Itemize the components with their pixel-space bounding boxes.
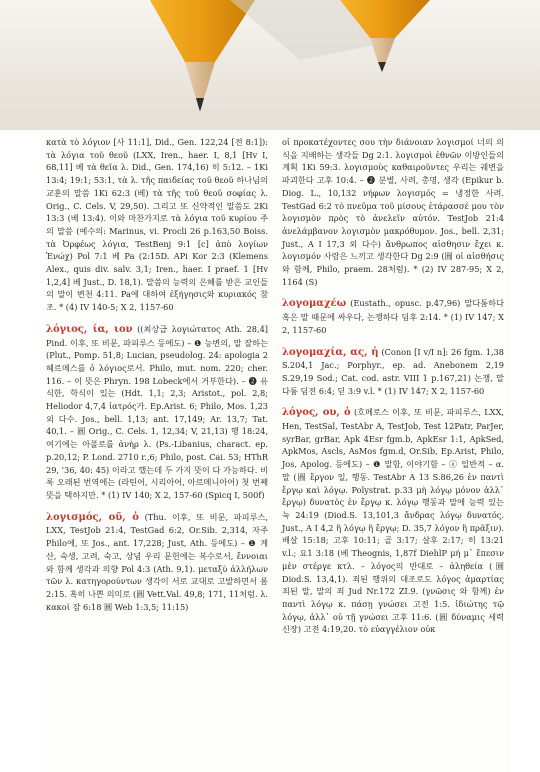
entry-body: (Eustath., opusc. p.47,96) 말다툼하다 혹은 말 때문에 싸우다, 논쟁하다 딤후 2:14. * (1) IV 147; X 2, 1157-60 [282, 298, 505, 335]
pencil-body [150, 0, 255, 62]
entry-body: (호메로스 이후, 또 비문, 파피루스, LXX, Hen, TestSal, TestAbr A, TestJob, Test 12Patr, ParJer, syrBar, grBar, Apk 4Esr fgm.b, ApkEsr 1:1, ApkSed, ApkMos, Ascls, AsMos fgm.d, Or.Sib, Ep.Arist, Philo, Jos, Apolog. 등에도) – ❶ 말함, 이야기함 – ⓐ 일반적 – α. 말 (圓 ἔργον 일, 행동. TestAbr A 13 S.86,26 ἐν παντὶ ἔργῳ καὶ λόγῳ. Polystrat. p.33 μὴ λόγῳ μόνον ἀλλ᾽ ἔργῳ) δυνατὸς ἐν ἔργῳ κ. λόγῳ 행동과 말에 능력 있는 눅 24:19 (Diod.S. 13,101,3 ἄνδρας λόγῳ δυνατός. Just., A I 4,2 ἢ λόγῳ ἢ ἔργῳ; D. 35,7 λόγον ἢ πρᾶξιν). 베살 15:18; 고후 10:11; 골 3:17; 살후 2:17; 히 13:21 v.l.; 요1 3:18 (베 Theognis, 1,87f DiehlP μή μ᾽ ἔπεσιν μὲν στέργε κτλ. – λόγος의 반대로 – ἀληθεία (圓 Diod.S. 13,4,1). 죄된 행위의 대조로도 λόγος ἁμαρτίας 죄된 말, 말의 죄 Jud Nr.172 ZI.9. (γνῶσις 와 함께) ἐν παντὶ λόγῳ κ. πάσῃ γνώσει 고전 1:5. ἰδιώτης τῷ λόγῳ, ἀλλ᾽ οὐ τῇ γνώσει 고후 11:6. (圓 δύναμις 세력 신장) 고전 4:19,20. τὸ εὐαγγέλιον οὐκ [282, 407, 505, 635]
entry-headword: λογισμός, οῦ, ὁ [46, 511, 139, 523]
pencil-wood-2 [370, 38, 395, 62]
left-column [46, 136, 268, 622]
entry-headword: λογομαχέω [282, 298, 347, 310]
dictionary-entry [46, 323, 268, 502]
dictionary-entry [46, 511, 268, 614]
pencil-wood [185, 62, 215, 98]
pencil-photo [0, 0, 540, 130]
paper-edge [0, 110, 540, 130]
dictionary-entry [282, 406, 504, 636]
pencil-lead-2 [378, 62, 386, 72]
entry-headword: λογομαχία, ας, ἡ [282, 346, 379, 358]
left-intro-text: κατὰ τὸ λόγιον [사 11:1], Did., Gen. 122,24 [전 8:1]): τὰ λόγια τοῦ θεοῦ (LXX, Iren., haer. I, 8,1 [Hv I, 68,11] 베 τὰ θεῖα λ. Did., Gen. 174,16) 히 5:12. – 1Ki 13:4; 19:1; 53:1, τὰ λ. τῆς παιδείας τοῦ θεοῦ 하나님의 교훈의 말씀 1Ki 62:3 (베) τὰ τῆς τοῦ θεοῦ σοφίας λ. Orig., C. Cels. V, 29,50). 그리고 또 신약적인 말씀도 2Ki 13:3 (베 13:4). 이와 마찬가지로 τὰ λόγια τοῦ κυρίου 주의 말씀 (예수의: Marinus, vi. Procli 26 p.163,50 Boiss. τὰ Ὀρφέως λόγια, TestBenj 9:1 [c] ἀπὸ λογίων Ἐνώχ) Pol 7:1 베 Pa (2:15D. APi Kor 2:3 (Klemens Alex., quis div. salv. 3,1; Iren., haer. I praef. 1 [Hv 1,2,4] 베 Just., D. 18,1). 말씀의 능력의 은혜를 받은 교인들의 말이 변천 4:11. Pa에 대하여 ἐξήγησις와 κυριακός 참조. * (4) IV 140-5; X 2, 1157-60 [46, 137, 268, 313]
entry-headword: λόγιος, ία, ιον [46, 323, 133, 335]
entry-headword: λόγος, ου, ὁ [282, 407, 351, 419]
dictionary-entry [282, 346, 504, 398]
entry-body: (Conon [I v/I n]: 26 fgm. 1,38 S.204,1 Jac.; Porphyr., ep. ad. Anebonem 2,19 S.29,19 Sod.; Cat. cod. astr. VIII 1 p.167,21) 논쟁, 말다툼 딤전 6:4; 딛 3:9 v.l. * (1) IV 147; X 2, 1157-60 [282, 346, 504, 396]
right-column [282, 136, 504, 645]
entry-body: ((최상급 λογιώτατος Ath. 28,4] Pind. 이후, 또 비문, 파피루스 등에도) – ❶ 능변의, 말 잘하는 (Plut., Pomp. 51,8; Lucian, pseudolog. 24: apologia 2 헤르메스를 ὁ λόγιος로서. Philo, mut. nom. 220; cher. 116. – 이 뜻은 Phryn. 198 Lobeck에서 거부한다). – ❷ 유식한, 학식이 있는 (Hdt. 1,1; 2,3; Aristot., pol. 2,8; Heliodor 4,7,4 ἰατρός가. Ep.Arist. 6; Philo, Mos. 1,23 외 다수. Jos., bell. 1,13; ant. 17,149; Ar. 13,7; Tat. 40,1. – 圓 Orig., C. Cels. 1, 12,34; V, 21,13) 행 18:24, 여기에는 아폴로를 ἀνὴρ λ. (Ps.-Libanius, charact. ep. p.20,12; P. Lond. 2710 r.,6; Philo, post. Cai. 53; HThR 29, '36, 40: 45) 이라고 했는데 두 가지 뜻이 다 가능하다. 비록 오래된 번역에는 (라틴어, 시리아어, 아르메니아어) 첫 번째 뜻을 택하지만. * (1) IV 140; X 2, 157-60 (Spicq I, 500f) [46, 323, 268, 500]
right-intro-text: οἱ προκατέχοντες σου τὴν διάνοιαν λογισμοί 너의 의식을 지배하는 생각들 Dg 2:1. λογισμοὶ ἐθνῶν 이방인들의 계획 1Ki 59:3. λογισμοὺς καθαιροῦντες 우리는 궤변을 파괴한다 고후 10:4. – ❷ 분별, 사려, 총명, 생각 (Epikur b. Diog. L., 10,132 νήφων λογισμός = 냉정한 사려. TestGad 6:2 τὸ πνεῦμα τοῦ μίσους ἐτάρασσέ μου τὸν λογισμὸν πρὸς τὸ ἀνελεῖν αὐτόν. TestJob 21:4 ἀνελάμβανον λογισμὸν μακρόθυμον. Jos., bell. 2,31; Just., A I 17,3 외 다수) ἄνθρωπος αἰσθησιν ἔχει κ. λογισμόν 사람은 느끼고 생각한다 Dg 2:9 (圓 οἱ αἰσθήσις와 함께, Philo, praem. 28처럼). * (2) IV 287-95; X 2, 1164 (S) [282, 137, 504, 287]
pencil-lead [196, 98, 204, 112]
pencil-illustration [0, 0, 540, 130]
dictionary-page [40, 132, 510, 772]
entry-body: (Thu. 이후, 또 비문, 파피루스, LXX, TestJob 21:4, TestGad 6:2, Or.Sib. 2,314, 자주 Philo에, 또 Jos., ant. 17,228; Just, Ath. 등에도) – ❶ 계산, 숙생, 고려, 숙고, 상념 우리 문헌에는 복수로서, ἔννοιαι와 함께 생각과 의향 Pol 4:3 (Ath. 9,1). μεταξὺ ἀλλήλων τῶν λ. κατηγορούντων 생각이 서로 교대로 고발하면서 롬 2:15. 혹히 나쁜 의미로 (圓 Vett.Val. 49,8; 171, 11처럼. λ. κακοί 잠 6:18 圓 Web 1:3,5; 11:15) [46, 511, 268, 612]
dictionary-entry [282, 297, 504, 336]
